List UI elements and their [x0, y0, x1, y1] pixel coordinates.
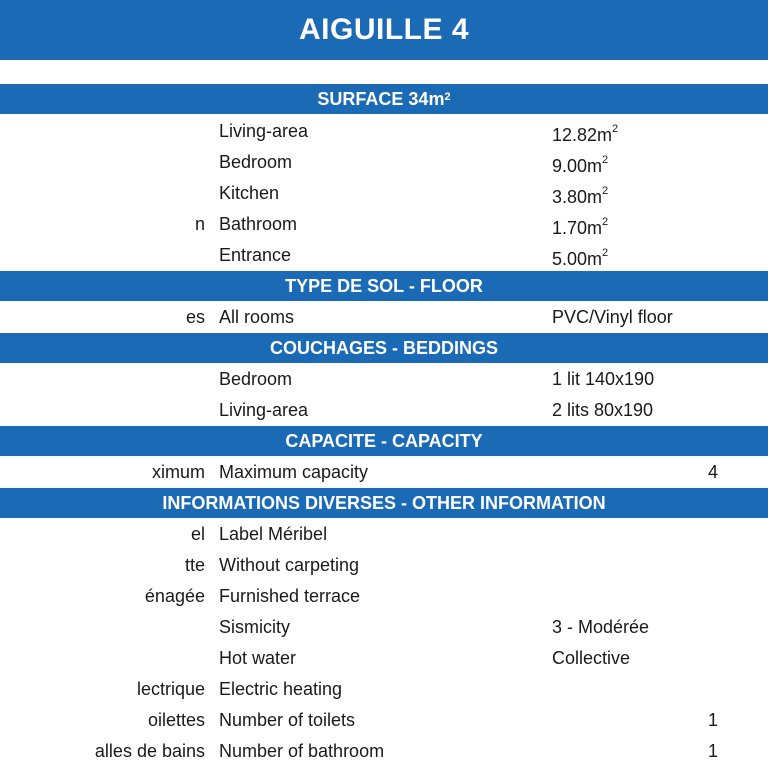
section-capacity-label: CAPACITE - CAPACITY	[285, 430, 483, 451]
row-value-sup: 2	[602, 247, 609, 259]
row-value-text: 1.70m	[552, 218, 603, 238]
row-fr-label: oilettes	[147, 710, 205, 730]
row-value	[552, 240, 608, 275]
row-value-sup: 2	[602, 216, 609, 228]
table-row	[0, 457, 768, 488]
section-other-label: INFORMATIONS DIVERSES - OTHER INFORMATION	[162, 492, 606, 513]
section-beddings-label: COUCHAGES - BEDDINGS	[269, 337, 498, 358]
section-header-beddings	[0, 333, 768, 363]
row-value: 2 lits 80x190	[552, 400, 654, 420]
table-row	[0, 364, 768, 395]
row-number: 4	[708, 462, 719, 482]
table-row	[0, 612, 768, 643]
table-row	[0, 302, 768, 333]
section-header-capacity	[0, 426, 768, 456]
row-number: 1	[708, 710, 719, 730]
row-en-label: Maximum capacity	[219, 462, 369, 482]
table-row	[0, 209, 768, 240]
row-en-label: Kitchen	[219, 183, 280, 203]
section-surface-label: SURFACE 34m	[317, 88, 445, 109]
row-en-label: Sismicity	[219, 617, 290, 637]
section-header-surface	[0, 84, 768, 114]
table-row	[0, 674, 768, 705]
table-row	[0, 550, 768, 581]
table-row	[0, 736, 768, 767]
table-row	[0, 395, 768, 426]
table-row	[0, 705, 768, 736]
section-header-floor	[0, 271, 768, 301]
row-en-label: Number of toilets	[219, 710, 356, 730]
row-value: 1 lit 140x190	[552, 369, 655, 389]
row-en-label: Without carpeting	[219, 555, 360, 575]
row-fr-label: alles de bains	[94, 741, 205, 761]
row-fr-label: ximum	[152, 462, 205, 482]
row-number: 1	[708, 741, 719, 761]
table-row	[0, 116, 768, 147]
row-en-label: Bedroom	[219, 152, 293, 172]
table-row	[0, 178, 768, 209]
row-fr-label: tte	[184, 555, 205, 575]
row-fr-label: lectrique	[136, 679, 205, 699]
table-row	[0, 519, 768, 550]
row-value: Collective	[552, 648, 631, 668]
table-row	[0, 643, 768, 674]
row-en-label: Bedroom	[219, 369, 293, 389]
row-en-label: Hot water	[219, 648, 297, 668]
row-value-text: 9.00m	[552, 156, 603, 176]
row-fr-label: el	[190, 524, 205, 544]
row-en-label: Entrance	[219, 245, 292, 265]
table-row	[0, 147, 768, 178]
row-value: PVC/Vinyl floor	[552, 307, 673, 327]
section-floor-label: TYPE DE SOL - FLOOR	[285, 275, 483, 296]
row-value	[552, 209, 608, 244]
row-value-sup: 2	[602, 154, 609, 166]
row-fr-label: n	[194, 214, 205, 234]
row-en-label: Furnished terrace	[219, 586, 361, 606]
row-value-sup: 2	[602, 185, 609, 197]
row-en-label: Living-area	[219, 121, 309, 141]
row-value-text: 5.00m	[552, 249, 603, 269]
row-en-label: Living-area	[219, 400, 309, 420]
row-value: 3 - Modérée	[552, 617, 650, 637]
row-value	[552, 147, 608, 182]
row-fr-label: es	[185, 307, 205, 327]
row-value	[552, 116, 618, 151]
row-en-label: All rooms	[219, 307, 295, 327]
page-title	[0, 0, 768, 60]
page-title-text: AIGUILLE 4	[298, 13, 469, 46]
row-en-label: Label Méribel	[219, 524, 328, 544]
row-value-text: 3.80m	[552, 187, 603, 207]
row-value	[552, 178, 608, 213]
row-fr-label: énagée	[144, 586, 205, 606]
row-en-label: Number of bathroom	[219, 741, 385, 761]
section-surface-sup: 2	[444, 91, 451, 103]
row-value-sup: 2	[612, 123, 619, 135]
row-en-label: Electric heating	[219, 679, 343, 699]
row-value-text: 12.82m	[552, 125, 613, 145]
table-row	[0, 240, 768, 271]
section-header-other	[0, 488, 768, 518]
row-en-label: Bathroom	[219, 214, 298, 234]
table-row	[0, 581, 768, 612]
